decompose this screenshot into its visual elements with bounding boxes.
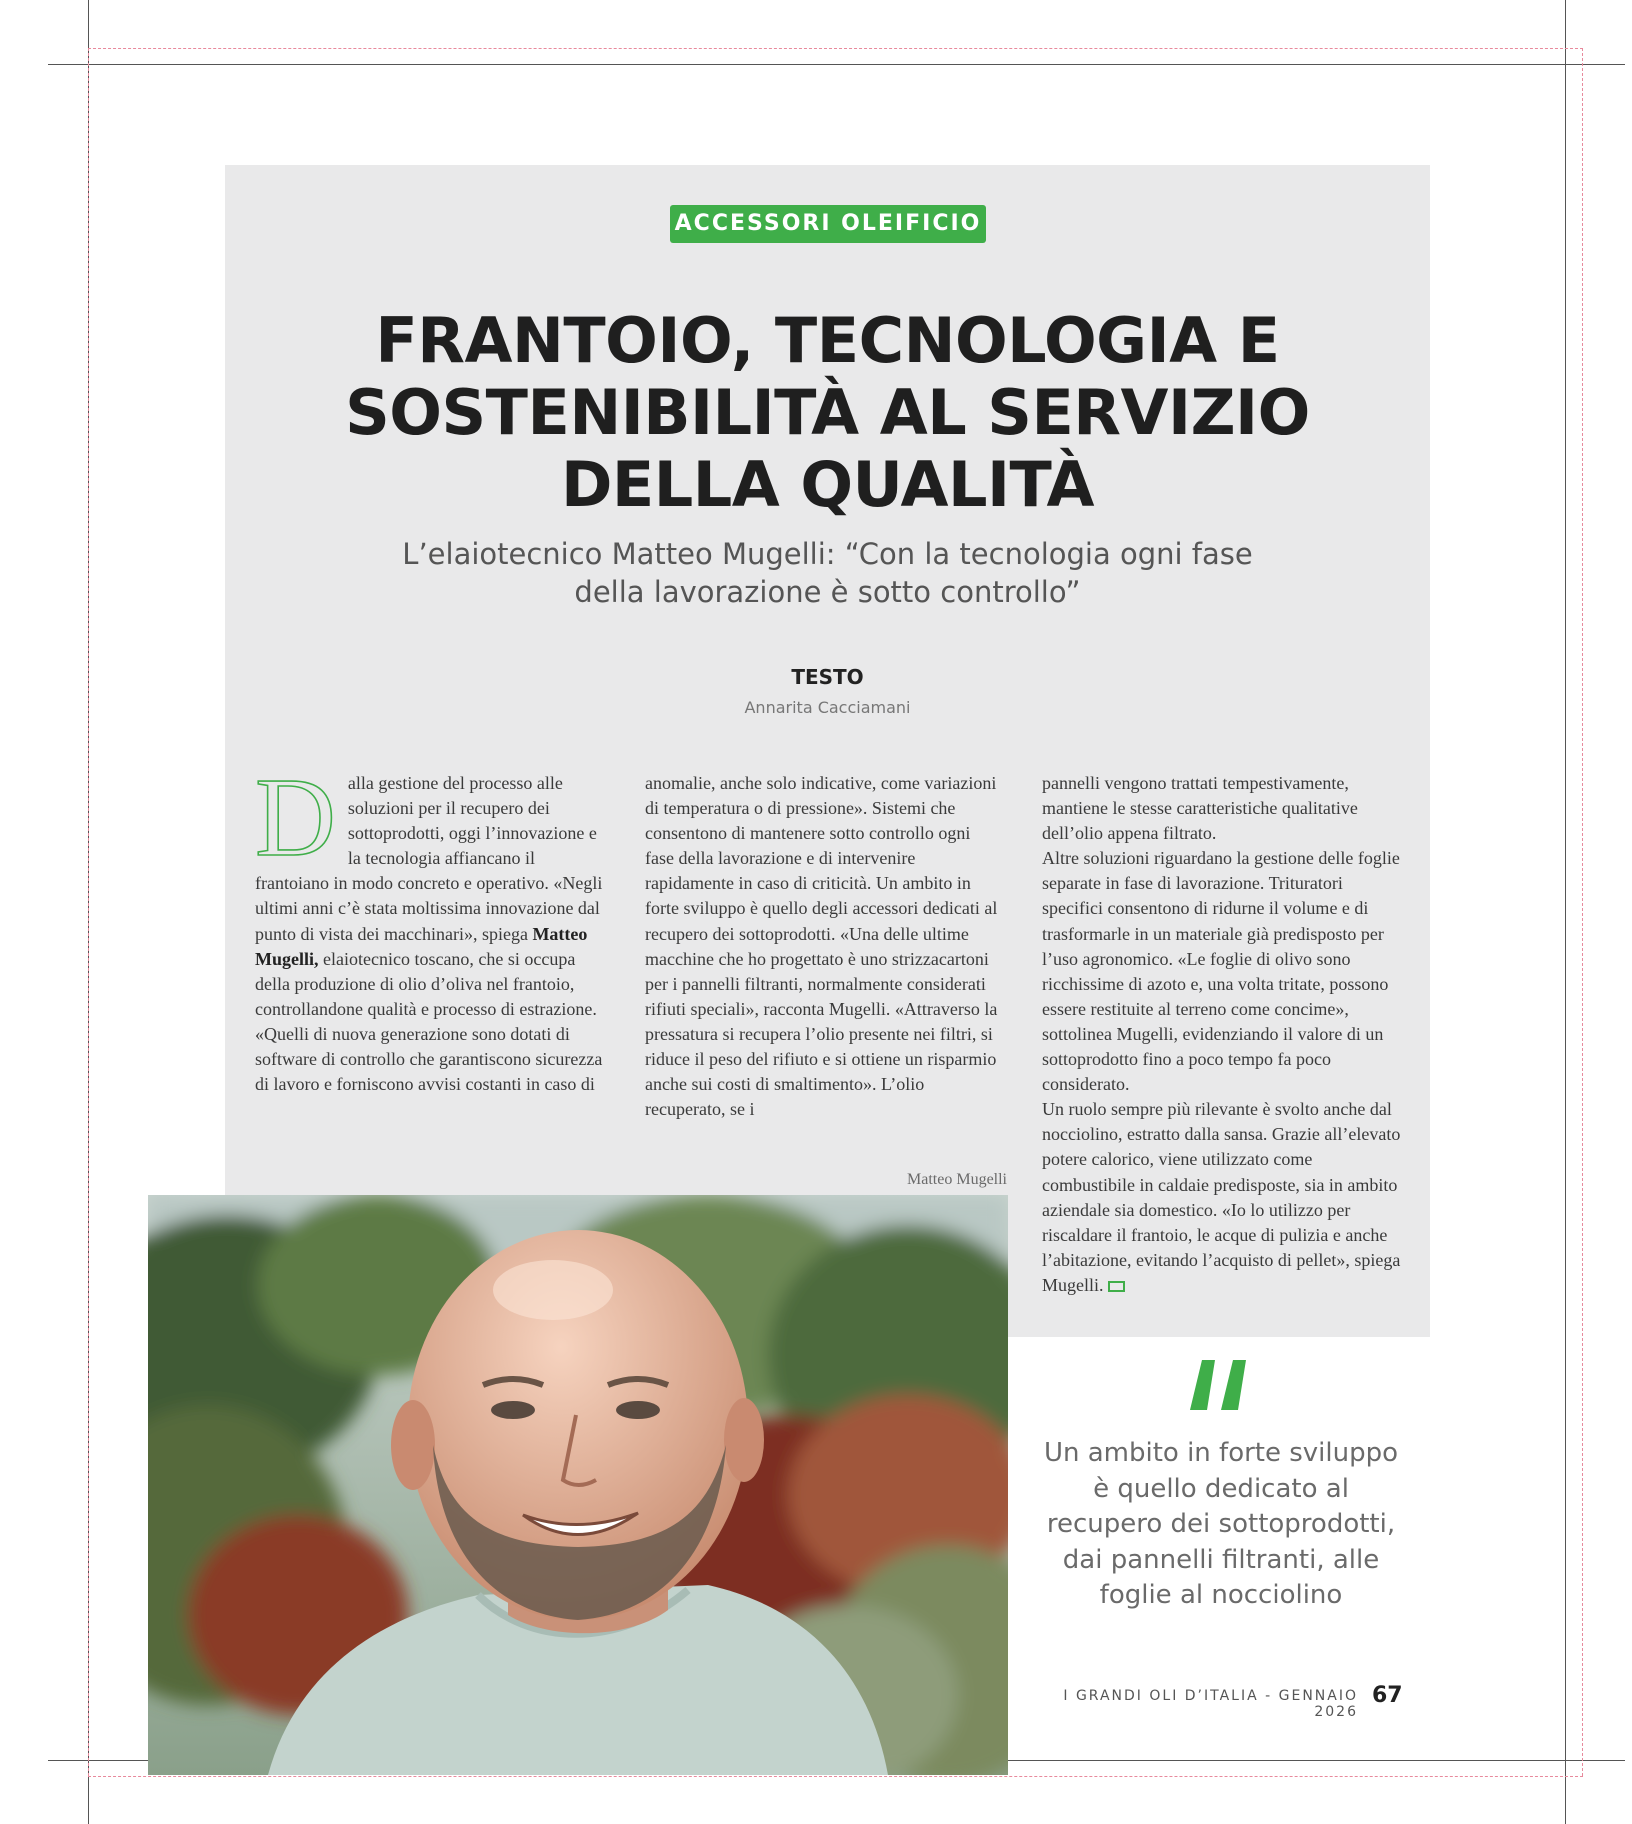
section-tag: ACCESSORI OLEIFICIO bbox=[670, 205, 986, 243]
subtitle: L’elaiotecnico Matteo Mugelli: “Con la tecnologia ogni fase della lavorazione è sotto controllo” bbox=[402, 537, 1253, 609]
person-name: Matteo Mugelli, bbox=[255, 923, 588, 969]
pull-quote: Un ambito in forte sviluppo è quello dedicato al recupero dei sottoprodotti, dai pannelli filtranti, alle foglie al nocciolino bbox=[1043, 1438, 1399, 1610]
bleed-mark bbox=[1582, 48, 1583, 1776]
portrait-photo bbox=[148, 1195, 1008, 1775]
body-column-2 bbox=[645, 771, 1003, 1122]
photo-caption: Matteo Mugelli bbox=[907, 1171, 1007, 1188]
portrait-illustration bbox=[148, 1195, 1008, 1775]
footer-publication: I GRANDI OLI D’ITALIA - GENNAIO 2026 bbox=[1063, 1688, 1358, 1720]
drop-cap: D bbox=[255, 756, 336, 880]
body-text: anomalie, anche solo indicative, come variazioni di temperatura o di pressione». Sistemi che consentono di mantenere sotto controllo ogni fase della lavorazione e di intervenire rapidamente in caso di criticità. Un ambito in forte sviluppo è quello degli accessori dedicati al recupero dei sottoprodotti. «Una delle ultime macchine che ho progettato è uno strizzacartoni per i pannelli filtranti, normalmente considerati rifiuti speciali», racconta Mugelli. «Attraverso la pressatura si recupera l’olio presente nei filtri, si riduce il peso del rifiuto e si ottiene un risparmio anche sui costi di smaltimento». L’olio recuperato, se i bbox=[645, 773, 998, 1120]
body-text: pannelli vengono trattati tempestivamente, mantiene le stesse caratteristiche qualitative dell’olio appena filtrato. bbox=[1042, 773, 1358, 844]
headline bbox=[300, 305, 1355, 521]
body-text: elaiotecnico toscano, che si occupa della produzione di olio d’oliva nel frantoio, controllandone qualità e processo di estrazione. «Quelli di nuova generazione sono dotati di software di controllo che garantiscono sicurezza di lavoro e forniscono avvisi costanti in caso di bbox=[255, 948, 603, 1095]
body-text: Un ruolo sempre più rilevante è svolto anche dal nocciolino, estratto dalla sansa. Grazie all’elevato potere calorico, viene utilizzato come combustibile in caldaie predisposte, sia in ambito aziendale sia domestico. «Io lo utilizzo per riscaldare il frantoio, le acque di pulizia e anche l’abitazione, evitando l’acquisto di pellet», spiega Mugelli. bbox=[1042, 1099, 1401, 1295]
page-number: 67 bbox=[1372, 1683, 1403, 1708]
bleed-mark bbox=[88, 48, 89, 1776]
byline-label: TESTO bbox=[791, 665, 864, 689]
bleed-mark bbox=[88, 1776, 1583, 1777]
body-column-3 bbox=[1042, 771, 1408, 1298]
end-of-article-icon bbox=[1108, 1281, 1125, 1292]
bleed-mark bbox=[88, 48, 1583, 49]
body-text: alla gestione del processo alle soluzioni per il recupero dei sottoprodotti, oggi l’innovazione e la tecnologia affiancano il frantoiano in modo concreto e operativo. «Negli ultimi anni c’è stata moltissima innovazione dal punto di vista dei macchinari», spiega bbox=[255, 773, 603, 944]
crop-mark bbox=[1565, 0, 1566, 1824]
body-text: Altre soluzioni riguardano la gestione delle foglie separate in fase di lavorazione. Trituratori specifici consentono di ridurne il volume e di trasformarle in un materiale già predisposto per l’uso agronomico. «Le foglie di olivo sono ricchissime di azoto e, una volta tritate, possono essere restituite al terreno come concime», sottolinea Mugelli, evidenziando il valore di un sottoprodotto fino a poco tempo fa poco considerato. bbox=[1042, 848, 1400, 1095]
byline-author: Annarita Cacciamani bbox=[744, 698, 911, 717]
quote-icon bbox=[1188, 1360, 1250, 1410]
crop-mark bbox=[48, 64, 1625, 65]
headline-line: SOSTENIBILITÀ AL SERVIZIO bbox=[345, 376, 1310, 449]
headline-line: DELLA QUALITÀ bbox=[560, 448, 1095, 521]
body-column-1 bbox=[255, 756, 611, 1097]
headline-line: FRANTOIO, TECNOLOGIA E bbox=[375, 304, 1280, 377]
